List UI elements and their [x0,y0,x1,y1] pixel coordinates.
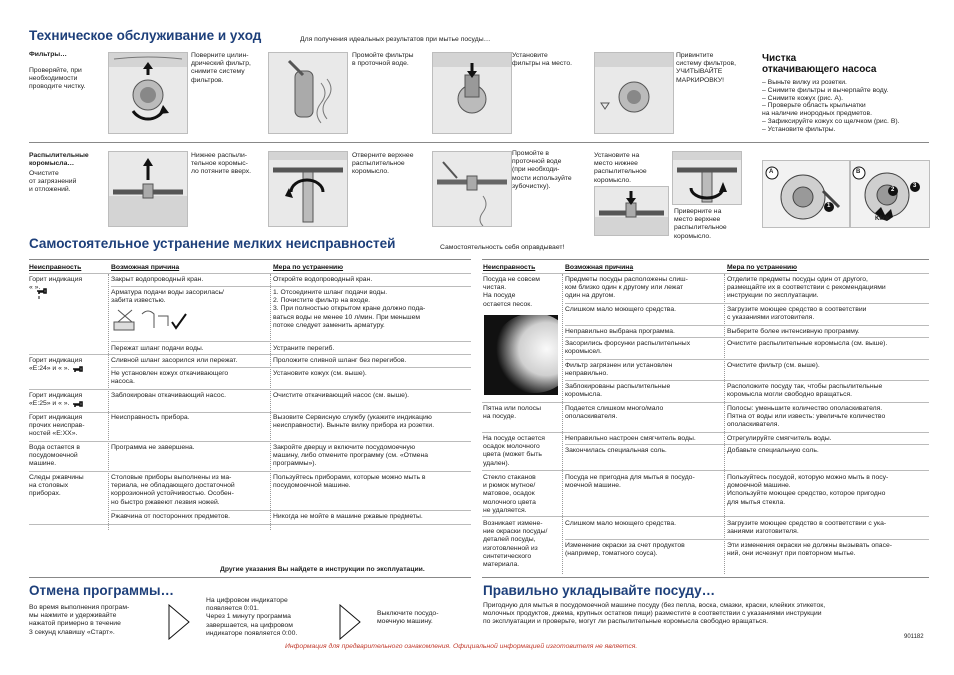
right-r1-fault: Посуда не совсем чистая. На посуде остается песок. [483,276,540,308]
left-r4-cause1: Неисправность прибора. [111,414,190,421]
table-right-top-rule [482,259,929,260]
arms-illustration-5 [672,151,742,205]
arms-label: Распылительные коромысла… [29,152,89,168]
row-rule [565,539,929,540]
left-r5-remedy1: Закройте дверцу и включите посудомоечную машину, либо отмените программу (см. «Отмена программы»). [273,444,428,468]
left-r5-cause1: Программа не завершена. [111,444,195,451]
water-tap-icon [72,401,86,411]
row-rule [565,337,929,338]
water-tap-icon [36,287,50,301]
right-r1-remedy3: Выберите более интенсивную программу. [727,328,860,335]
row-rule [29,524,471,525]
arms-illustration-2 [268,151,348,227]
filter-illustration-1 [108,52,188,134]
right-r4-fault: Стекло стаканов и рюмок мутное/ матовое, осадок молочного цвета не удаляется. [483,474,536,514]
table-left-header-remedy: Мера по устранению [273,264,344,271]
arms-step5: Приверните на место верхнее распылительное коромысло. [674,208,727,240]
arms-illustration-1 [108,151,188,227]
right-r3-cause2: Закончилась специальная соль. [565,447,667,454]
row-rule [482,273,929,274]
pump-step: – Зафиксируйте кожух со щелчком (рис. В). [762,117,900,125]
pump-step: – Установите фильтры. [762,125,836,133]
footer-code: 901182 [904,634,924,640]
arms-illustration-4 [594,186,669,236]
maintenance-title: Техническое обслуживание и уход [29,28,262,43]
row-rule [565,444,929,445]
row-rule [565,359,929,360]
cancel-step2: Выключите посудо- моечную машину. [377,610,439,626]
step-arrow-icon [339,604,361,640]
left-r1-fault: Горит индикация « ». [29,276,83,292]
left-r2-remedy2: Установите кожух (см. выше). [273,370,367,377]
arms-step1: Нижнее распыли- тельное коромыс- ло потяните вверх. [191,152,251,176]
table-right-header-fault: Неисправность [483,264,536,271]
left-r6-fault: Следы ржавчины на столовых приборах. [29,474,84,498]
col-rule [562,274,563,574]
troubleshooting-title: Самостоятельное устранение мелких неисправностей [29,236,396,251]
table-right-bottom-rule [482,577,929,578]
left-r3-remedy1: Очистите откачивающий насос (см. выше). [273,392,410,399]
filter-illustration-4 [594,52,674,134]
row-rule [29,441,471,442]
left-r6-remedy1: Пользуйтесь приборами, которые можно мыть в посудомоечной машине. [273,474,426,490]
cancel-text: Во время выполнения програм- мы нажмите и удерживайте нажатой примерно в течение 3 секунд клавишу «Старт». [29,604,130,636]
filters-step3: Установите фильтры на место. [512,52,573,68]
left-r1-cause1: Закрыт водопроводный кран. [111,276,204,283]
row-rule [29,412,471,413]
pump-fig-a-label: A [769,169,774,175]
filter-illustration-3 [432,52,512,134]
row-rule [29,354,471,355]
pump-fig-a-number: 1 [827,203,831,209]
water-tap-icon [72,366,86,376]
left-r4-remedy1: Вызовите Сервисную службу (укажите индикацию неисправности). Выньте вилку прибора из розетки. [273,414,435,430]
right-r5-remedy1: Загрузите моющее средство в соответствии с ука- заниями изготовителя. [727,520,887,536]
maintenance-subtitle: Для получения идеальных результатов при мытье посуды… [300,36,491,43]
left-r1-cause2: Арматура подачи воды засорилась/ забита известью. [111,289,224,305]
row-rule [111,367,471,368]
filters-step1: Поверните цилин- дрический фильтр, снимите систему фильтров. [191,52,251,84]
table-left-header-cause: Возможная причина [111,264,180,271]
step-arrow-icon [168,604,190,640]
left-r3-fault: Горит индикация «E:25» и « ». [29,392,83,408]
filters-label: Фильтры… [29,51,67,58]
divider [29,142,929,143]
right-r1-remedy5: Очистите фильтр (см. выше). [727,362,820,369]
right-r1-cause4: Засорились форсунки распылительных коромысел. [565,340,691,356]
filter-illustration-2 [268,52,348,134]
right-r3-remedy1: Отрегулируйте смягчитель воды. [727,435,832,442]
right-r4-cause1: Посуда не пригодна для мытья в посудо- моечной машине. [565,474,695,490]
pump-fig-b-label: B [856,169,861,175]
filters-step2: Промойте фильтры в проточной воде. [352,52,414,68]
arms-illustration-3 [432,151,512,227]
row-rule [29,389,471,390]
row-rule [111,286,471,287]
loading-text: Пригодную для мытья в посудомоечной машине посуду (без пепла, воска, смазки, краски, клейких этикеток, молочных продуктов, джема, крупных остатков пищи) разместите в соответствии с указаниями инструкции по эксплуатации и проверьте, могут ли распылительные коромысла свободно вращаться. [483,602,826,626]
pump-fig-b-klick: Klick [875,216,890,222]
row-rule [482,432,929,433]
right-r5-remedy2: Эти изменения окраски не должны вызывать опасе- ний, они исчезнут при повторном мытье. [727,542,893,558]
right-r1-remedy4: Очистите распылительные коромысла (см. выше). [727,340,888,347]
left-r2-remedy1: Проложите сливной шланг без перегибов. [273,357,407,364]
footer-note: Информация для предварительного ознакомления. Официальной информацией изготовителя не является. [285,643,638,650]
arms-step2: Отверните верхнее распылительное коромысло. [352,152,414,176]
right-r2-cause1: Подается слишком много/мало ополаскивателя. [565,405,664,421]
loading-title: Правильно укладывайте посуду… [483,583,716,598]
row-rule [565,380,929,381]
cancel-step1: На цифровом индикаторе появляется 0:01. Через 1 минуту программа завершается, на цифровом индикаторе появляется 0:00. [206,597,298,637]
pump-figure-a [762,160,850,228]
col-rule [270,274,271,530]
right-r2-fault: Пятна или полосы на посуде. [483,405,541,421]
pump-step: – Снимите кожух (рис. А). [762,94,844,102]
pump-title: Чистка откачивающего насоса [762,53,877,75]
left-r2-cause1: Сливной шланг засорился или пережат. [111,357,238,364]
table-left-header-fault: Неисправность [29,264,82,271]
row-rule [482,516,929,517]
right-r4-remedy1: Пользуйтесь посудой, которую можно мыть в посу- домоечной машине. Используйте моющее средство, которое пригодно для мытья стекла. [727,474,889,506]
col-rule [724,274,725,574]
left-r2-fault: Горит индикация «E:24» и « ». [29,357,83,373]
left-r5-fault: Вода остается в посудомоечной машине. [29,444,80,468]
left-r1-cause3: Пережат шланг подачи воды. [111,345,204,352]
row-rule [111,510,471,511]
pump-fig-b-number-2: 2 [891,187,895,193]
arms-step3: Промойте в проточной воде (при необходи- мости используйте зубочистку). [512,150,572,190]
left-r6-remedy2: Никогда не мойте в машине ржавые предметы. [273,513,423,520]
left-r1-remedy3: Устраните перегиб. [273,345,335,352]
row-rule [29,471,471,472]
sandy-dish-image [484,315,558,395]
table-left-bottom-rule [29,577,471,578]
right-r1-cause6: Заблокированы распылительные коромысла. [565,383,671,399]
right-r5-cause2: Изменение окраски за счет продуктов (например, томатного соуса). [565,542,685,558]
pump-step: – Проверьте область крыльчатки на наличие инородных предметов. [762,102,872,118]
right-r3-cause1: Неправильно настроен смягчитель воды. [565,435,696,442]
pump-figure-b [850,160,930,228]
pump-step: – Снимите фильтры и вычерпайте воду. [762,86,889,94]
table-left-top-rule [29,259,471,260]
left-r1-remedy2: 1. Отсоедините шланг подачи воды. 2. Почистите фильтр на входе. 3. При полностью открытом кране должно пода- ваться воды не менее 10 л/мин. При меньшем потоке следует заменить арматуру. [273,289,426,329]
row-rule [565,325,929,326]
right-r1-remedy2: Загрузите моющее средство в соответствии с указаниями изготовителя. [727,306,867,322]
row-rule [111,341,471,342]
right-r1-cause2: Слишком мало моющего средства. [565,306,677,313]
right-r1-remedy6: Расположите посуду так, чтобы распылительные коромысла могли свободно вращаться. [727,383,883,399]
filters-text: Проверяйте, при необходимости проводите чистку. [29,67,86,91]
left-footnote: Другие указания Вы найдете в инструкции по эксплуатации. [220,566,425,573]
right-r2-remedy1: Полосы: уменьшите количество ополаскивателя. Пятна от воды или известь: увеличьте количество ополаскивателя. [727,405,886,429]
row-rule [29,273,471,274]
right-r5-cause1: Слишком мало моющего средства. [565,520,677,527]
row-rule [482,470,929,471]
row-rule [565,303,929,304]
right-r1-cause3: Неправильно выбрана программа. [565,328,675,335]
filters-step4: Привинтите систему фильтров, УЧИТЫВАЙТЕ МАРКИРОВКУ! [676,52,736,84]
pump-fig-b-number-3: 3 [913,183,917,189]
pump-step: – Выньте вилку из розетки. [762,79,847,86]
left-r6-cause1: Столовые приборы выполнены из ма- териала, не обладающего достаточной коррозионной устойчивостью. Особен- но быстро ржавеют лезвия ножей. [111,474,235,506]
col-rule [108,274,109,530]
right-r1-remedy1: Отделите предметы посуды один от другого, размещайте их в соответствии с рекомендациями инструкции по эксплуатации. [727,276,886,300]
table-right-header-remedy: Мера по устранению [727,264,798,271]
left-r1-remedy1: Откройте водопроводный кран. [273,276,373,283]
arms-step4: Установите на место нижнее распылительное коромысло. [594,152,647,184]
left-r3-cause1: Заблокирован откачивающий насос. [111,392,226,399]
cancel-title: Отмена программы… [29,583,175,598]
right-r1-cause1: Предметы посуды расположены слиш- ком близко один к другому или лежат один на другом. [565,276,688,300]
left-r2-cause2: Не установлен кожух откачивающего насоса. [111,370,229,386]
left-r6-cause2: Ржавчина от посторонних предметов. [111,513,230,520]
pump-steps [762,79,900,134]
arms-text: Очистите от загрязнений и отложений. [29,170,77,194]
right-r1-cause5: Фильтр загрязнен или установлен неправильно. [565,362,673,378]
inlet-filter-illustration [112,306,188,336]
right-r3-fault: На посуде остается осадок молочного цвета (может быть удален). [483,435,545,467]
table-right-header-cause: Возможная причина [565,264,634,271]
left-r4-fault: Горит индикация прочих неисправ- ностей «E:XX». [29,414,85,438]
right-r3-remedy2: Добавьте специальную соль. [727,447,819,454]
row-rule [482,402,929,403]
troubleshooting-subtitle: Самостоятельность себя оправдывает! [440,244,565,251]
right-r5-fault: Возникает измене- ние окраски посуды/ деталей посуды, изготовленной из синтетического материала. [483,520,548,569]
